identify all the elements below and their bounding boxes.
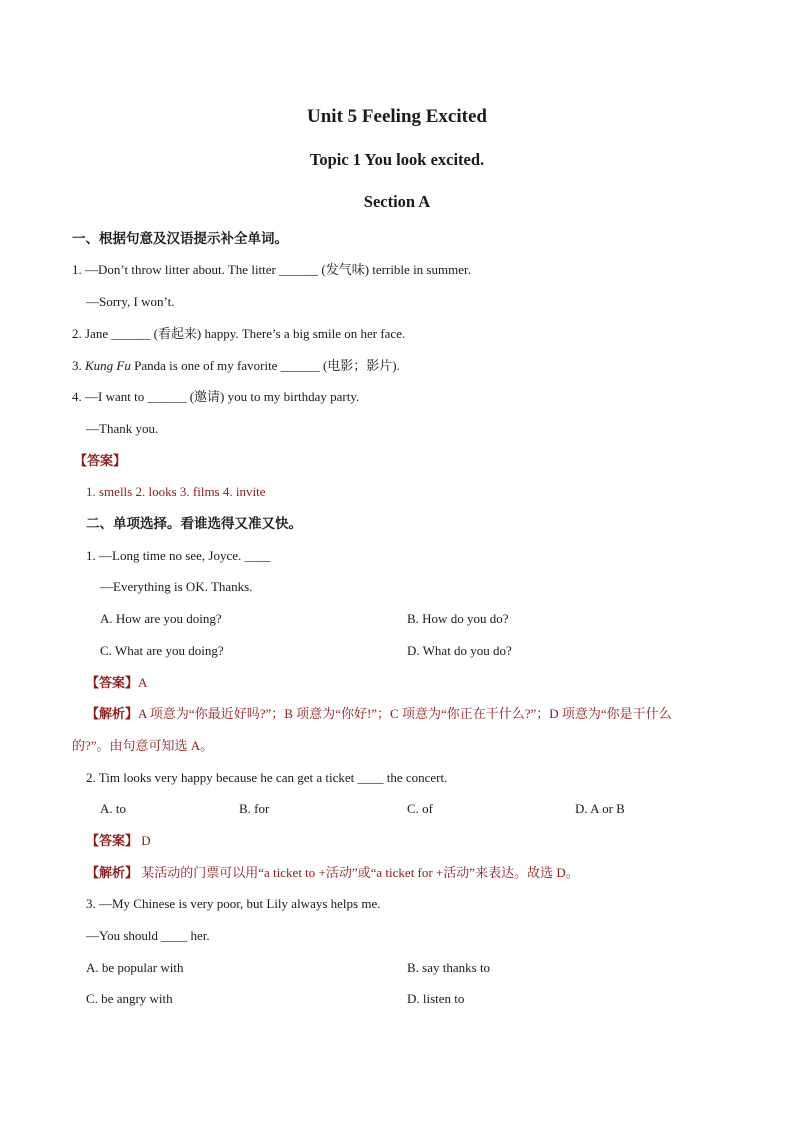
part1-q1: 1. —Don’t throw litter about. The litter ______ (发气味) terrible in summer. [72,262,471,277]
part1-q2: 2. Jane ______ (看起来) happy. There’s a big smile on her face. [72,326,406,341]
part1-heading: 一、根据句意及汉语提示补全单词。 [72,231,288,246]
part1-q4: 4. —I want to ______ (邀请) you to my birthday party. [72,389,360,404]
part1-q3 [72,357,400,375]
part2-heading: 二、单项选择。看谁选得又准又快。 [86,516,302,531]
part1-answer-text: 1. smells 2. looks 3. films 4. invite [86,484,266,499]
part2-q1-answer-value: A [138,675,148,690]
part1-q4-reply: —Thank you. [86,421,159,436]
part2-q2-analysis [86,864,579,882]
unit-title: Unit 5 Feeling Excited [307,106,487,127]
part2-q1-analysis-tag: 【解析】 [86,706,139,721]
part2-q3-option-a: A. be popular with [86,960,184,975]
topic-title: Topic 1 You look excited. [309,150,485,169]
part2-q3-reply: —You should ____ her. [86,928,210,943]
part2-q1-option-c: C. What are you doing? [100,643,224,658]
part2-q1-answer-tag: 【答案】 [86,675,139,690]
part1-q3-italic: Kung Fu [85,358,131,373]
part2-q2-answer-value: D [138,833,151,848]
part2-q1-analysis [86,705,672,723]
part2-q2-stem: 2. Tim looks very happy because he can get a ticket ____ the concert. [86,770,448,785]
part2-q1-answer [86,674,147,692]
part2-q1-stem: 1. —Long time no see, Joyce. ____ [86,548,271,563]
part2-q1-analysis-text: A 项意为“你最近好吗?”；B 项意为“你好!”；C 项意为“你正在干什么?”；D 项意为“你是干什么 [138,706,672,721]
part2-q1-option-a: A. How are you doing? [100,611,222,626]
part1-q1-reply: —Sorry, I won’t. [86,294,175,309]
part1-q3-rest: Panda is one of my favorite ______ (电影；影片). [130,358,400,373]
part2-q1-reply: —Everything is OK. Thanks. [100,579,253,594]
part1-q3-num: 3. [72,358,85,373]
part2-q3-stem: 3. —My Chinese is very poor, but Lily always helps me. [86,896,381,911]
part2-q2-analysis-text: 某活动的门票可以用“a ticket to +活动”或“a ticket for +活动”来表达。故选 D。 [138,865,579,880]
part1-answer-tag: 【答案】 [74,453,127,468]
part2-q2-analysis-tag: 【解析】 [86,865,139,880]
part2-q2-answer-tag: 【答案】 [86,833,139,848]
part2-q2-option-d: D. A or B [575,801,625,816]
part2-q2-option-a: A. to [100,801,126,816]
part2-q3-option-c: C. be angry with [86,991,173,1006]
part2-q3-option-b: B. say thanks to [407,960,491,975]
part2-q2-option-c: C. of [407,801,433,816]
section-title: Section A [363,192,431,211]
part2-q2-answer [86,832,151,850]
part2-q1-option-d: D. What do you do? [407,643,512,658]
part2-q1-analysis-cont: 的?”。由句意可知选 A。 [72,738,214,753]
part2-q1-option-b: B. How do you do? [407,611,509,626]
part2-q2-option-b: B. for [239,801,270,816]
part2-q3-option-d: D. listen to [407,991,465,1006]
